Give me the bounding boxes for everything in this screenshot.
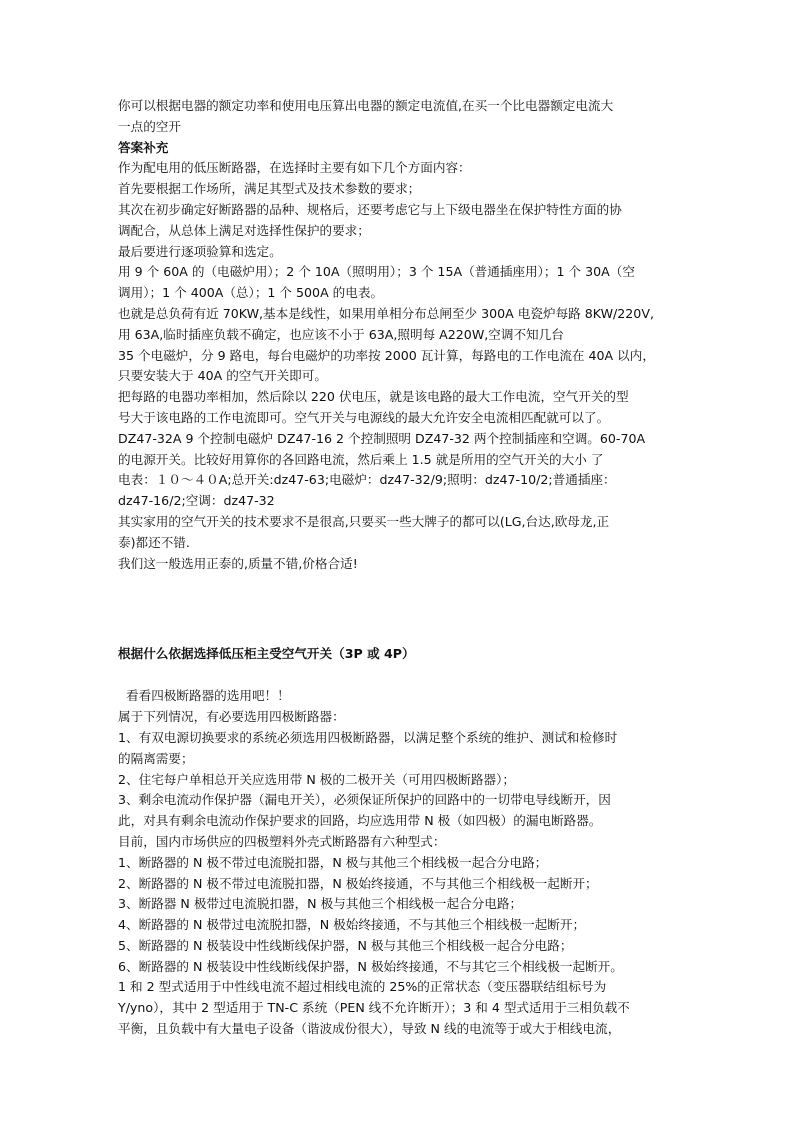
paragraph-line: 把每路的电器功率相加，然后除以 220 伏电压，就是该电路的最大工作电流，空气开关的型 xyxy=(118,389,629,405)
paragraph-line: 6、断路器的 N 极装设中性线断线保护器，N 极始终接通，不与其它三个相线极一起断开。 xyxy=(118,958,623,974)
spacer xyxy=(118,664,688,686)
paragraph-line: 35 个电磁炉，分 9 路电，每台电磁炉的功率按 2000 瓦计算，每路电的工作电流在 40A 以内， xyxy=(118,347,655,363)
paragraph-line: 最后要进行逐项验算和选定。 xyxy=(118,243,282,259)
paragraph-line: 平衡，且负载中有大量电子设备（谐波成份很大），导致 N 线的电流等于或大于相线电流， xyxy=(118,1021,621,1037)
spacer xyxy=(118,574,688,634)
paragraph-line: 4、断路器的 N 极带过电流脱扣器，N 极始终接通，不与其他三个相线极一起断开； xyxy=(118,917,586,933)
paragraph-line: DZ47-32A 9 个控制电磁炉 DZ47-16 2 个控制照明 DZ47-32 两个控制插座和空调。60-70A xyxy=(118,430,646,446)
paragraph-line: 属于下列情况，有必要选用四极断路器： xyxy=(118,709,345,725)
paragraph-line: 泰)都还不错. xyxy=(118,534,190,550)
paragraph-line: 其次在初步确定好断路器的品种、规格后，还要考虑它与上下级电器坐在保护特性方面的协 xyxy=(118,201,622,217)
paragraph-line: 3、剩余电流动作保护器（漏电开关），必须保证所保护的回路中的一切带电导线断开，因 xyxy=(118,792,611,808)
paragraph-line: 2、住宅每户单相总开关应选用带 N 极的二极开关（可用四极断路器）； xyxy=(118,771,515,787)
paragraph-line: 调用）；1 个 400A（总）；1 个 500A 的电表。 xyxy=(118,285,384,301)
paragraph-line: 2、断路器的 N 极不带过电流脱扣器，N 极始终接通，不与其他三个相线极一起断开； xyxy=(118,875,598,891)
paragraph-line: Y/yno），其中 2 型适用于 TN-C 系统（PEN 线不允许断开）；3 和 4 型式适用于三相负载不 xyxy=(118,1000,630,1016)
paragraph-line: 首先要根据工作场所，满足其型式及技术参数的要求； xyxy=(118,181,421,197)
paragraph-line: 1、断路器的 N 极不带过电流脱扣器，N 极与其他三个相线极一起合分电路； xyxy=(118,854,548,870)
answer-supplement-heading: 答案补充 xyxy=(118,139,169,155)
paragraph-line: 作为配电用的低压断路器，在选择时主要有如下几个方面内容： xyxy=(118,160,471,176)
paragraph-line: 目前，国内市场供应的四极塑料外壳式断路器有六种型式： xyxy=(118,833,446,849)
intro-line: 看看四极断路器的选用吧！！ xyxy=(126,688,290,704)
section-2 xyxy=(118,644,688,1040)
paragraph-line: 也就是总负荷有近 70KW,基本是线性，如果用单相分布总闸至少 300A 电瓷炉每路 8KW/220V, xyxy=(118,305,654,321)
paragraph-line: 其实家用的空气开关的技术要求不是很高,只要买一些大牌子的都可以(LG,台达,欧母龙,正 xyxy=(118,513,610,529)
paragraph-line: 1、有双电源切换要求的系统必须选用四极断路器，以满足整个系统的维护、测试和检修时 xyxy=(118,729,618,745)
paragraph-line: 用 63A,临时插座负载不确定，也应该不小于 63A,照明每 A220W,空调不知几台 xyxy=(118,326,564,342)
paragraph-line: 1 和 2 型式适用于中性线电流不超过相线电流的 25%的正常状态（变压器联结组标号为 xyxy=(118,979,607,995)
paragraph-line: 3、断路器 N 极带过电流脱扣器，N 极与其他三个相线极一起合分电路； xyxy=(118,896,523,912)
document-page xyxy=(118,96,688,1040)
paragraph-line: 此，对具有剩余电流动作保护要求的回路，均应选用带 N 极（如四极）的漏电断路器。 xyxy=(118,813,602,829)
paragraph-line: 我们这一般选用正泰的,质量不错,价格合适! xyxy=(118,555,358,571)
paragraph-line: 一点的空开 xyxy=(118,118,181,134)
paragraph-line: 用 9 个 60A 的（电磁炉用）；2 个 10A（照明用）；3 个 15A（普通插座用）；1 个 30A（空 xyxy=(118,264,635,280)
section-1 xyxy=(118,96,688,574)
paragraph-line: 的隔离需要； xyxy=(118,750,194,766)
paragraph-line: 号大于该电路的工作电流即可。空气开关与电源线的最大允许安全电流相匹配就可以了。 xyxy=(118,409,610,425)
section-title: 根据什么依据选择低压柜主受空气开关（3P 或 4P） xyxy=(118,646,415,662)
paragraph-line: dz47-16/2;空调：dz47-32 xyxy=(118,493,275,509)
paragraph-line: 电表：１０～４０A;总开关:dz47-63;电磁炉：dz47-32/9;照明：dz47-10/2;普通插座： xyxy=(118,472,616,488)
paragraph-line: 5、断路器的 N 极装设中性线断线保护器，N 极与其他三个相线极一起合分电路； xyxy=(118,937,573,953)
paragraph-line: 只要安装大于 40A 的空气开关即可。 xyxy=(118,368,327,384)
paragraph-line: 你可以根据电器的额定功率和使用电压算出电器的额定电流值,在买一个比电器额定电流大 xyxy=(118,98,614,113)
paragraph-line: 的电源开关。比较好用算你的各回路电流，然后乘上 1.5 就是所用的空气开关的大小 了 xyxy=(118,451,604,467)
paragraph-line: 调配合，从总体上满足对选择性保护的要求； xyxy=(118,222,370,238)
